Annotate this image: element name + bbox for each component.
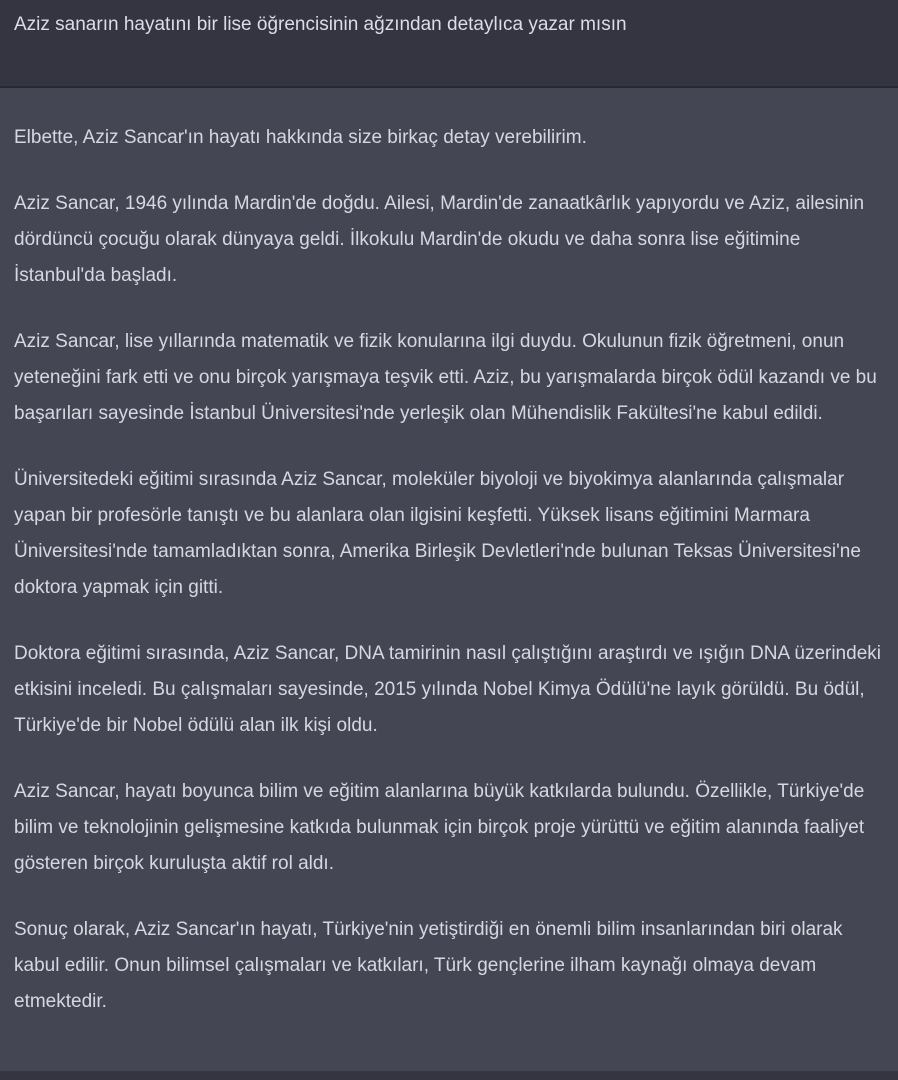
assistant-paragraph: Doktora eğitimi sırasında, Aziz Sancar, DNA tamirinin nasıl çalıştığını araştırdı ve ışığın DNA üzerindeki etkisini inceledi. Bu çalışmaları sayesinde, 2015 yılında Nobel Kimya Ödülü'ne layık görüldü. Bu ödül, Türkiye'de bir Nobel ödülü alan ilk kişi oldu. bbox=[14, 643, 881, 736]
assistant-paragraph: Aziz Sancar, hayatı boyunca bilim ve eğitim alanlarına büyük katkılarda bulundu. Özellikle, Türkiye'de bilim ve teknolojinin gelişmesine katkıda bulunmak için birçok proje yürüttü ve eğitim alanında faaliyet gösteren birçok kuruluşta aktif rol aldı. bbox=[14, 781, 865, 874]
user-message-text: Aziz sanarın hayatını bir lise öğrencisinin ağzından detaylıca yazar mısın bbox=[14, 14, 627, 35]
assistant-paragraph: Aziz Sancar, lise yıllarında matematik ve fizik konularına ilgi duydu. Okulunun fizik öğretmeni, onun yeteneğini fark etti ve onu birçok yarışmaya teşvik etti. Aziz, bu yarışmalarda birçok ödül kazandı ve bu başarıları sayesinde İstanbul Üniversitesi'nde yerleşik olan Mühendislik Fakültesi'ne kabul edildi. bbox=[14, 331, 877, 424]
assistant-paragraph: Elbette, Aziz Sancar'ın hayatı hakkında size birkaç detay verebilirim. bbox=[14, 127, 587, 148]
assistant-paragraph: Aziz Sancar, 1946 yılında Mardin'de doğdu. Ailesi, Mardin'de zanaatkârlık yapıyordu ve Aziz, ailesinin dördüncü çocuğu olarak dünyaya geldi. İlkokulu Mardin'de okudu ve daha sonra lise eğitimine İstanbul'da başladı. bbox=[14, 193, 865, 286]
assistant-paragraph: Üniversitedeki eğitimi sırasında Aziz Sancar, moleküler biyoloji ve biyokimya alanlarında çalışmalar yapan bir profesörle tanıştı ve bu alanlara olan ilgisini keşfetti. Yüksek lisans eğitimini Marmara Üniversitesi'nde tamamladıktan sonra, Amerika Birleşik Devletleri'nde bulunan Teksas Üniversitesi'ne doktora yapmak için gitti. bbox=[14, 469, 861, 598]
user-message-row bbox=[0, 0, 898, 88]
next-message-row-edge bbox=[0, 1072, 898, 1080]
assistant-message-row bbox=[0, 88, 898, 1072]
assistant-paragraph: Sonuç olarak, Aziz Sancar'ın hayatı, Türkiye'nin yetiştirdiği en önemli bilim insanlarından biri olarak kabul edilir. Onun bilimsel çalışmaları ve katkıları, Türk gençlerine ilham kaynağı olmaya devam etmektedir. bbox=[14, 919, 843, 1012]
